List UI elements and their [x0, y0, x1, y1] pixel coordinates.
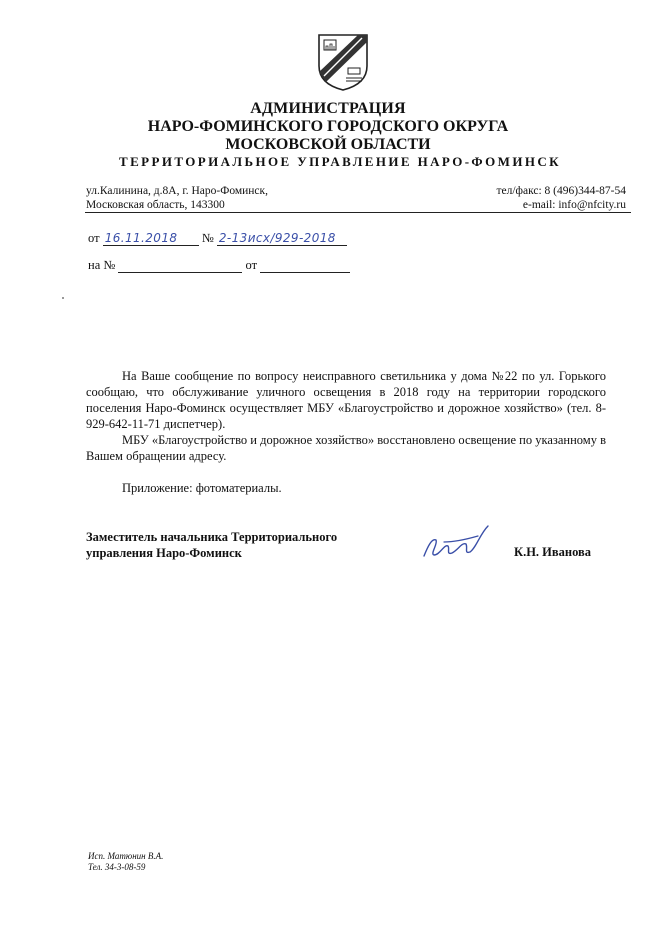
address-line2: Московская область, 143300: [86, 199, 225, 211]
postal-address: [86, 184, 268, 212]
reference-line: [88, 258, 350, 273]
email: e-mail: info@nfcity.ru: [522, 199, 626, 211]
date-field: [103, 231, 199, 246]
contact-info: [496, 184, 626, 212]
coat-of-arms-icon: [316, 32, 370, 92]
executor-phone: Тел. 34-3-08-59: [88, 862, 146, 872]
handwritten-date: 16.11.2018: [104, 231, 178, 245]
address-line1: ул.Калинина, д.8А, г. Наро-Фоминск,: [86, 185, 269, 197]
ref-number-field: [118, 258, 242, 273]
body-paragraph-2: МБУ «Благоустройство и дорожное хозяйство» восстановлено освещение по указанному в Вашем обращении адресу.: [86, 433, 606, 463]
body-paragraph-1: На Ваше сообщение по вопросу неисправного светильника у дома №22 по ул. Горького сообщаю, что обслуживание уличного освещения в 2018 году на территории городского поселения Наро-Фоминск осуществляет МБУ «Благоустройство и дорожное хозяйство» (тел. 8-929-642-11-71 диспетчер).: [86, 369, 606, 431]
number-field: [217, 231, 347, 246]
phone-fax: тел/факс: 8 (496)344-87-54: [496, 185, 626, 197]
ref-from-label: от: [245, 258, 258, 272]
position-line2: управления Наро-Фоминск: [86, 546, 242, 560]
handwritten-number: 2-13исх/929-2018: [218, 231, 336, 245]
scan-speck: [62, 297, 64, 299]
ref-number-label: на №: [88, 258, 116, 272]
from-label: от: [88, 231, 100, 245]
handwritten-signature: [418, 522, 498, 562]
position-line1: Заместитель начальника Территориального: [86, 530, 338, 544]
signatory-name: К.Н. Иванова: [514, 545, 592, 559]
org-name-line3: МОСКОВСКОЙ ОБЛАСТИ: [225, 136, 431, 153]
org-name-line1: АДМИНИСТРАЦИЯ: [250, 100, 406, 117]
letter-body: [86, 368, 606, 464]
org-name-line2: НАРО-ФОМИНСКОГО ГОРОДСКОГО ОКРУГА: [147, 118, 509, 135]
attachment-note: Приложение: фотоматериалы.: [122, 481, 282, 495]
header-divider: [85, 212, 631, 213]
executor-name: Исп. Матюнин В.А.: [88, 851, 164, 861]
org-department: ТЕРРИТОРИАЛЬНОЕ УПРАВЛЕНИЕ НАРО-ФОМИНСК: [119, 154, 561, 169]
registration-line: [88, 231, 347, 246]
ref-date-field: [260, 258, 350, 273]
number-label: №: [201, 231, 214, 245]
executor-info: [88, 851, 163, 873]
signatory-position: [86, 529, 337, 561]
